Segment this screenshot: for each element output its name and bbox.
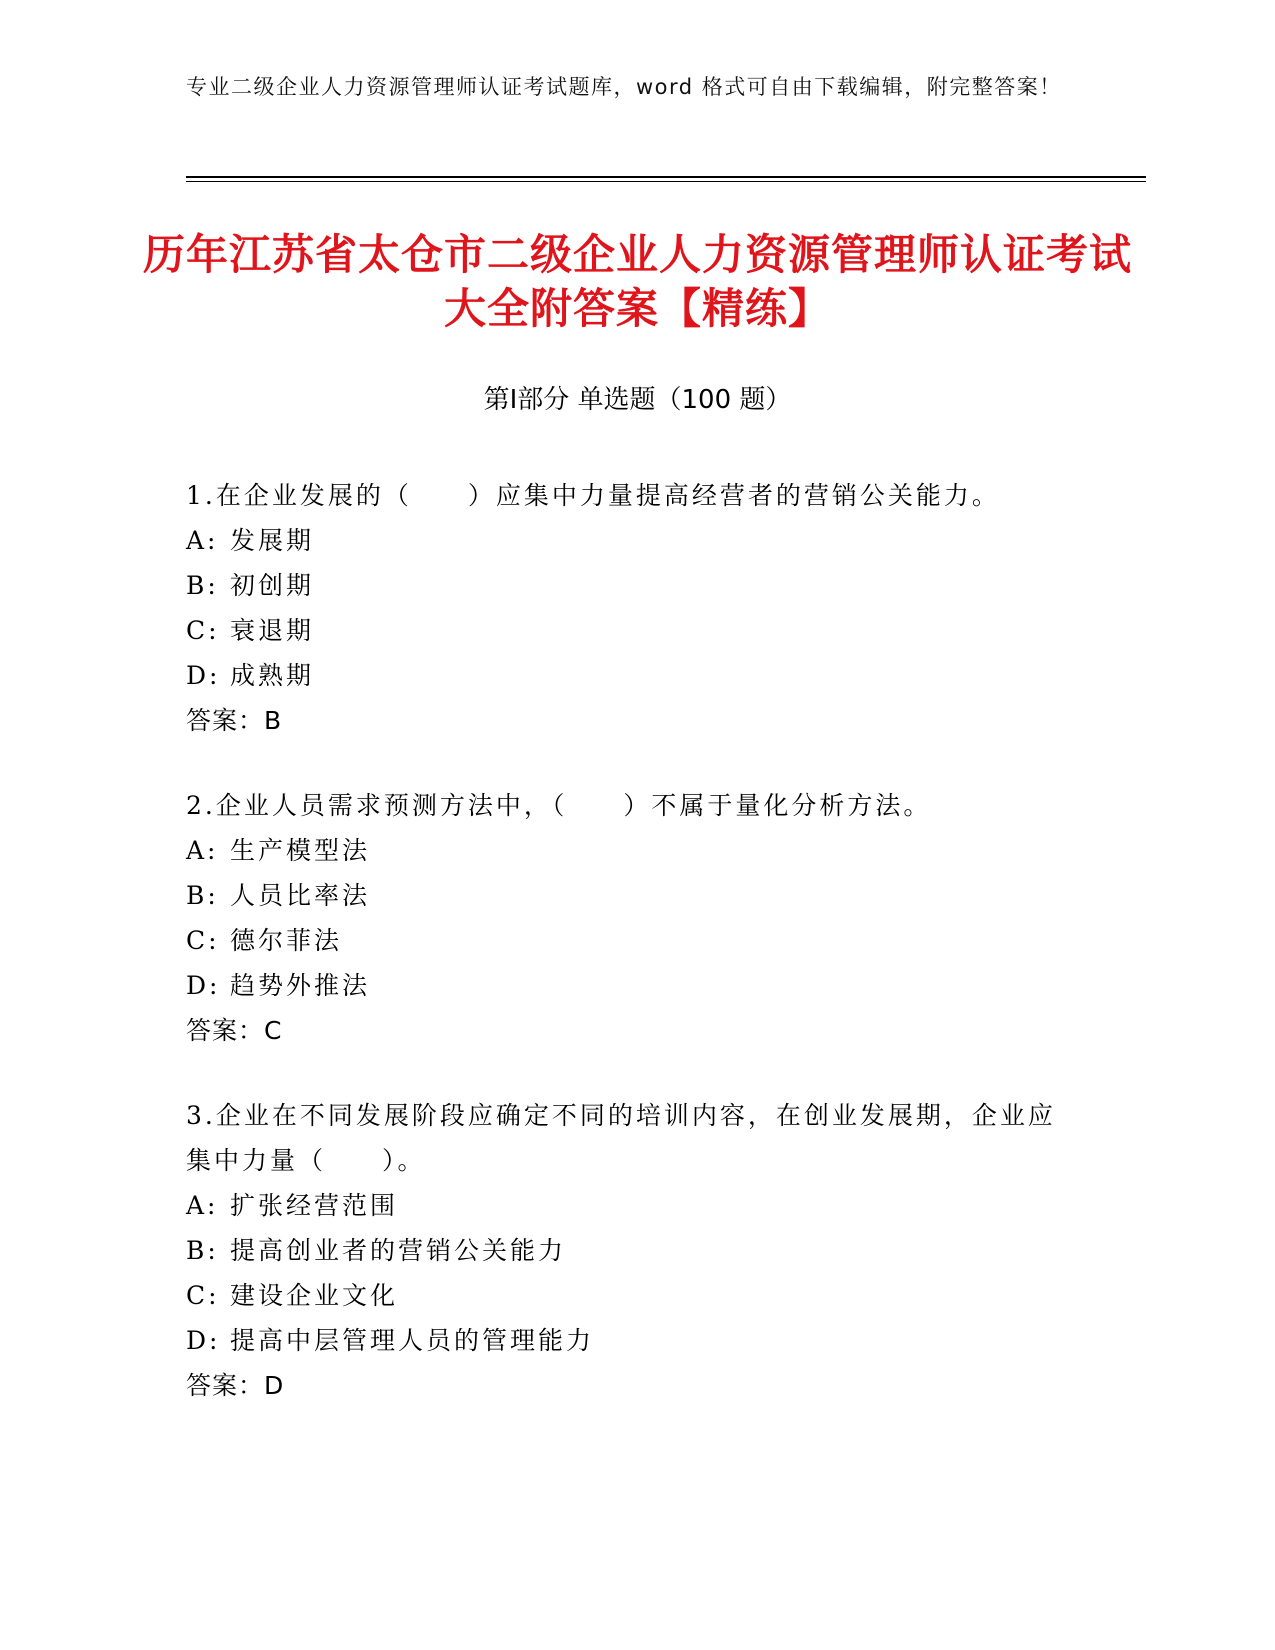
option-text: 建设企业文化 [230, 1281, 399, 1310]
option-key: C: [186, 926, 220, 955]
option-text: 扩张经营范围 [230, 1191, 399, 1220]
option-key: A: [186, 526, 219, 555]
option-text: 初创期 [230, 571, 315, 600]
option-key: B: [186, 1236, 219, 1265]
option-a [186, 828, 1066, 873]
section-title: 第Ⅰ部分 单选题（100 题） [483, 385, 792, 415]
option-b [186, 873, 1066, 918]
answer: 答案：D [186, 1371, 285, 1400]
option-text: 提高创业者的营销公关能力 [230, 1236, 567, 1265]
option-key: C: [186, 616, 220, 645]
option-key: B: [186, 881, 219, 910]
option-text: 人员比率法 [230, 881, 371, 910]
question-3 [186, 1093, 1066, 1408]
question-list [186, 473, 1066, 1448]
header-rule-thick [186, 176, 1146, 178]
option-d [186, 963, 1066, 1008]
option-c [186, 918, 1066, 963]
option-key: D: [186, 1326, 221, 1355]
option-text: 趋势外推法 [230, 971, 371, 1000]
option-key: A: [186, 1191, 219, 1220]
option-key: D: [186, 661, 221, 690]
option-text: 德尔菲法 [230, 926, 343, 955]
option-a [186, 1183, 1066, 1228]
answer: 答案：B [186, 706, 283, 735]
option-d [186, 653, 1066, 698]
question-text: 3.企业在不同发展阶段应确定不同的培训内容，在创业发展期，企业应集中力量（ ）。 [186, 1101, 1056, 1175]
option-key: C: [186, 1281, 220, 1310]
option-a [186, 518, 1066, 563]
option-text: 衰退期 [230, 616, 315, 645]
option-key: D: [186, 971, 221, 1000]
option-c [186, 1273, 1066, 1318]
option-c [186, 608, 1066, 653]
option-b [186, 563, 1066, 608]
document-title: 历年江苏省太仓市二级企业人力资源管理师认证考试大全附答案【精练】 [142, 230, 1132, 333]
question-2 [186, 783, 1066, 1053]
answer: 答案：C [186, 1016, 283, 1045]
question-text: 1.在企业发展的（ ）应集中力量提高经营者的营销公关能力。 [186, 481, 1000, 510]
header-note: 专业二级企业人力资源管理师认证考试题库，word 格式可自由下载编辑，附完整答案！ [186, 75, 1062, 99]
option-text: 成熟期 [230, 661, 315, 690]
option-key: B: [186, 571, 219, 600]
option-text: 提高中层管理人员的管理能力 [230, 1326, 595, 1355]
option-text: 发展期 [230, 526, 315, 555]
option-b [186, 1228, 1066, 1273]
header-rule-thin [186, 181, 1146, 182]
option-text: 生产模型法 [230, 836, 371, 865]
question-1 [186, 473, 1066, 743]
option-key: A: [186, 836, 219, 865]
question-text: 2.企业人员需求预测方法中，（ ）不属于量化分析方法。 [186, 791, 932, 820]
option-d [186, 1318, 1066, 1363]
